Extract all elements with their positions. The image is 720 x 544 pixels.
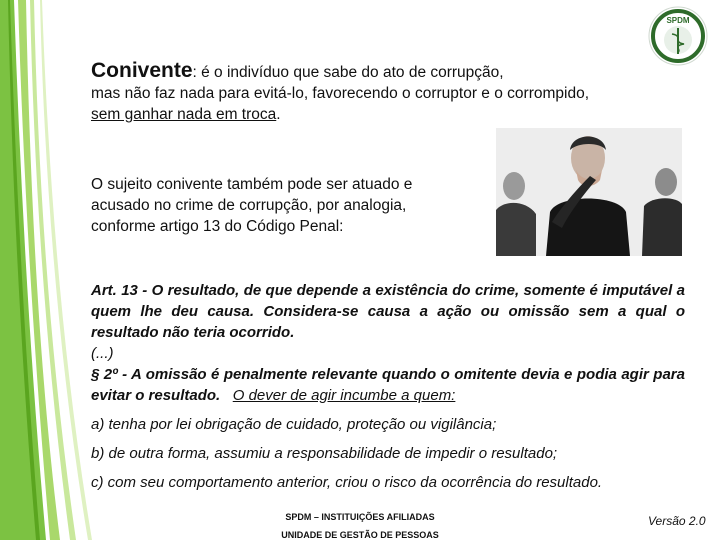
list-item: a) tenha por lei obrigação de cuidado, proteção ou vigilância; [91, 416, 497, 433]
footer [240, 508, 480, 544]
analogy-paragraph [91, 174, 471, 237]
duty-list [91, 414, 691, 501]
list-item: c) com seu comportamento anterior, criou o risco da ocorrência do resultado. [91, 474, 603, 491]
footer-line-2: UNIDADE DE GESTÃO DE PESSOAS [281, 530, 439, 540]
paragraph-2: § 2º - A omissão é penalmente relevante quando o omitente devia e podia agir para evitar o resultado. [91, 366, 685, 404]
intro-paragraph [91, 60, 651, 125]
people-photo [496, 128, 682, 256]
ellipsis: (...) [91, 345, 114, 362]
version-label: Versão 2.0 [648, 514, 706, 528]
article-13-text [91, 280, 685, 406]
list-item: b) de outra forma, assumiu a responsabilidade de impedir o resultado; [91, 445, 558, 462]
para2-line: O sujeito conivente também pode ser atuado e [91, 176, 413, 193]
para2-line: conforme artigo 13 do Código Penal: [91, 218, 344, 235]
intro-text-2: mas não faz nada para evitá-lo, favorecendo o corruptor e o corrompido, [91, 85, 589, 102]
footer-line-1: SPDM – INSTITUIÇÕES AFILIADAS [285, 512, 435, 522]
article-13-caput: Art. 13 - O resultado, de que depende a existência do crime, somente é imputável a quem lhe deu causa. Considera-se causa a ação ou omissão sem a qual o resultado não teria ocorrido. [91, 282, 685, 341]
spdm-logo [648, 6, 708, 66]
para2-line: acusado no crime de corrupção, por analogia, [91, 197, 407, 214]
duty-underlined: O dever de agir incumbe a quem: [232, 387, 456, 404]
intro-text-1: : é o indivíduo que sabe do ato de corrupção, [192, 64, 504, 81]
intro-end: . [276, 106, 281, 123]
term-heading: Conivente [91, 59, 193, 82]
intro-underlined: sem ganhar nada em troca [91, 106, 277, 123]
logo-text: SPDM [666, 16, 690, 25]
